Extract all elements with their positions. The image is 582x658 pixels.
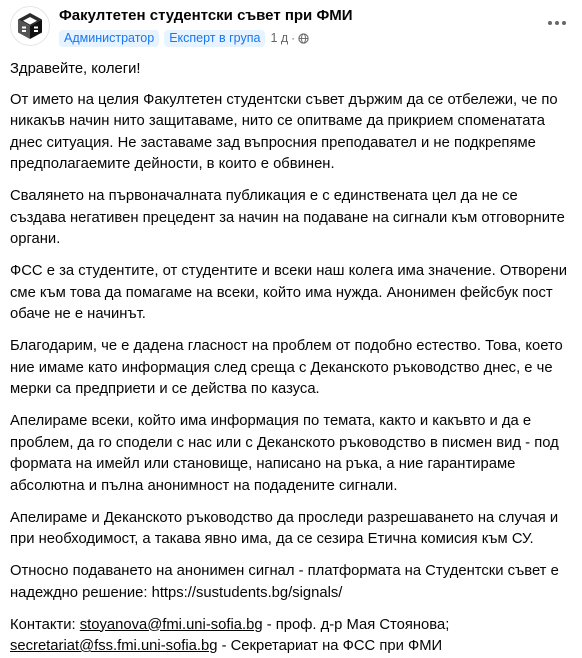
paragraph: Свалянето на първоначалната публикация е с единствената цел да не се създава негативен прецедент за начин на подаване на сигнали към отговорните органи. <box>10 188 565 247</box>
paragraph: Благодарим, че е дадена гласност на проблем от подобно естество. Това, което ние имаме като информация след среща с Деканското ръководство днес, е че мерки са предприети и се действа по казуса. <box>10 338 563 397</box>
more-options-button[interactable] <box>542 8 572 38</box>
paragraph: От името на целия Факултетен студентски съвет държим да се отбележи, че по никакъв начин нито защитаваме, нито се опитваме да прикрием споменатата днес ситуация. Не заставаме зад въпросния преподавател и не подкрепяме предполагаемите дейности, в които е обвинен. <box>10 91 558 172</box>
paragraph: Апелираме всеки, който има информация по темата, както и какъвто и да е проблем, да го сподели с нас или с Деканското ръководство в писмен вид - под формата на имейл или становище, написано на ръка, а ние гарантираме абсолютна и пълна анонимност на подадените сигнали. <box>10 413 559 494</box>
contact-name: - Секретариат на ФСС при ФМИ <box>217 638 443 654</box>
post-time[interactable]: 1 д <box>270 31 289 45</box>
contact-name: - проф. д-р Мая Стоянова; <box>262 616 450 633</box>
paragraph: Относно подаването на анонимен сигнал - платформата на Студентски съвет е надеждно решение: https://sustudents.bg/signals/ <box>10 563 559 601</box>
greeting: Здравейте, колеги! <box>10 61 141 77</box>
post-header <box>10 0 572 50</box>
email-link[interactable]: secretariat@fss.fmi.uni-sofia.bg <box>10 638 218 654</box>
cube-logo-icon <box>15 11 45 41</box>
group-name[interactable]: Факултетен студентски съвет при ФМИ <box>59 7 353 24</box>
email-link[interactable]: stoyanova@fmi.uni-sofia.bg <box>79 616 263 633</box>
post-subline <box>59 29 542 47</box>
separator-dot: · <box>291 31 296 45</box>
paragraph: ФСС е за студентите, от студентите и всеки наш колега има значение. Отворени сме към това да помагаме на всеки, който има нужда. Анонимен фейсбук пост обаче не е начинът. <box>10 263 567 322</box>
globe-icon <box>298 33 309 44</box>
contacts <box>10 615 572 658</box>
contacts-label: Контакти: <box>10 616 80 633</box>
post-body <box>10 59 572 658</box>
expert-badge: Експерт в група <box>164 30 265 47</box>
group-avatar[interactable] <box>10 6 50 46</box>
admin-badge: Администратор <box>59 30 159 47</box>
post-meta <box>59 6 542 47</box>
more-dots-icon <box>547 20 567 26</box>
paragraph: Апелираме и Деканското ръководство да проследи разрешаването на случая и при необходимост, а такава явно има, да се сезира Етична комисия към СУ. <box>10 509 559 547</box>
